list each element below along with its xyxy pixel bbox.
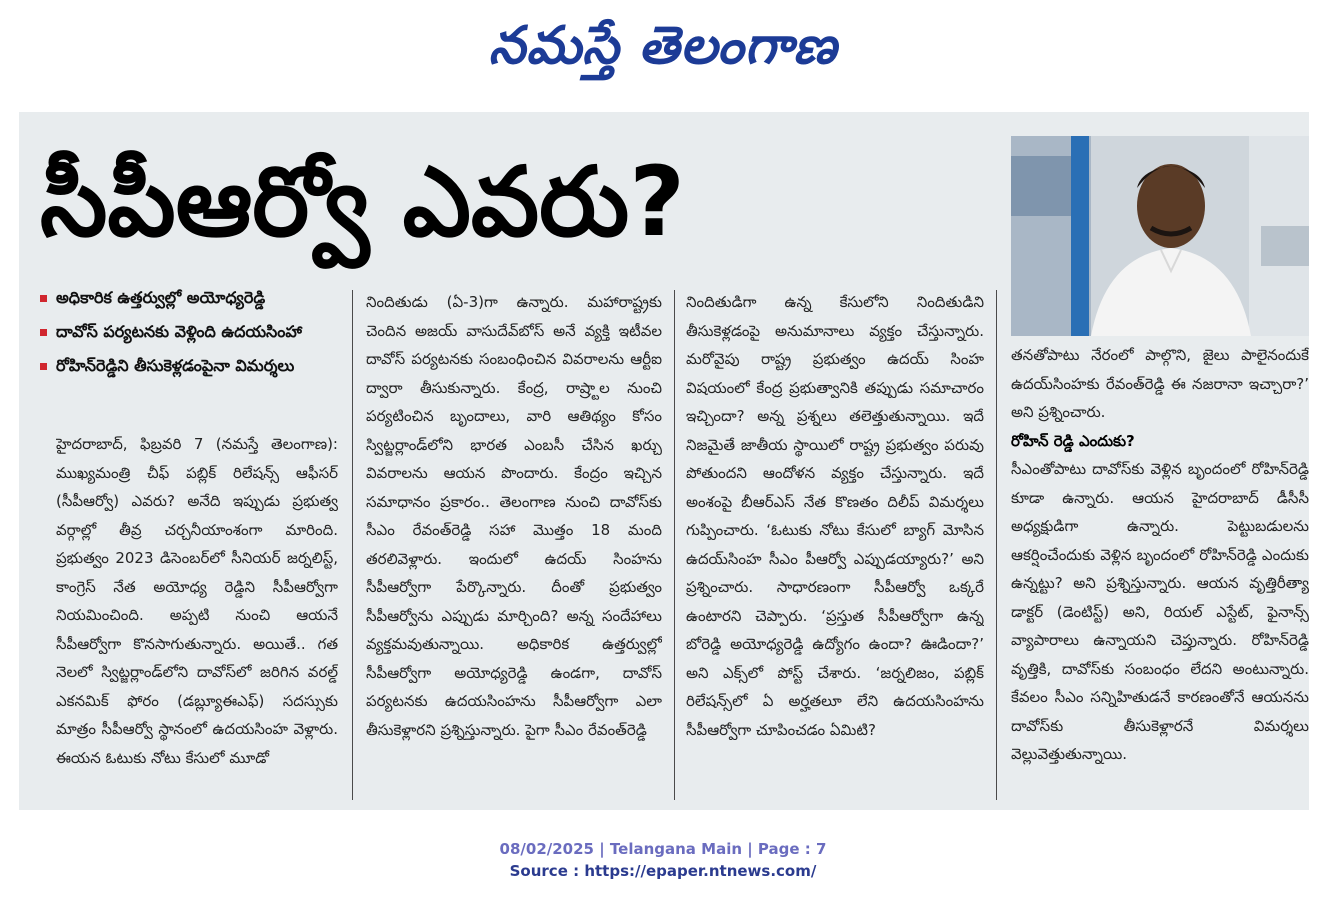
column-divider	[352, 290, 353, 800]
portrait-image	[1011, 136, 1309, 336]
column-text: నిందితుడు (ఏ-3)గా ఉన్నారు. మహారాష్ట్రకు చెందిన అజయ్ వాసుదేవ్‌బోస్ అనే వ్యక్తి ఇటీవల దావోస్ పర్యటనకు సంబంధించిన వివరాలను ఆర్టీఐ ద్వారా తీసుకున్నారు. కేంద్ర, రాష్ర్టాల నుంచి పర్యటించిన బృందాలు, వారి ఆతిథ్యం కోసం స్విట్జర్లాండ్‌లోని భారత ఎంబసీ చేసిన ఖర్చు వివరాలను ఆయన పొందారు. కేంద్రం ఇచ్చిన సమాధానం ప్రకారం.. తెలంగాణ నుంచి దావోస్‌కు సీఎం రేవంత్‌రెడ్డి సహా మొత్తం 18 మంది తరలివెళ్లారు. ఇందులో ఉదయ్ సింహను సీపీఆర్వోగా పేర్కొన్నారు. దీంతో ప్రభుత్వం సీపీఆర్వోను ఎప్పుడు మార్చింది? అన్న సందేహాలు వ్యక్తమవుతున్నాయి. అధికారిక ఉత్తర్వుల్లో సీపీఆర్వోగా అయోధ్యరెడ్డి ఉండగా, దావోస్ పర్యటనకు ఉదయసింహను సీపీఆర్వోగా ఎలా తీసుకెళ్లారని ప్రశ్నిస్తున్నారు. పైగా సీఎం రేవంత్‌రెడ్డి	[366, 293, 662, 739]
bullet-square-icon	[40, 295, 47, 302]
masthead-logo: నమస్తే తెలంగాణ	[488, 15, 838, 76]
bullet-item	[40, 317, 340, 347]
article-column-1	[56, 430, 338, 800]
subheading: రోహిన్ రెడ్డి ఎందుకు?	[1011, 431, 1135, 450]
bullet-list	[40, 283, 340, 385]
column-text: తనతోపాటు నేరంలో పాల్గొని, జైలు పాలైనందుకే ఉదయ్‌సింహకు రేవంత్‌రెడ్డి ఈ నజరానా ఇచ్చారా?’ అని ప్రశ్నించారు.	[1011, 346, 1309, 421]
article-column-3	[686, 288, 984, 800]
headline: సీపీఆర్వో ఎవరు?	[40, 146, 685, 258]
bullet-text: రోహిన్‌రెడ్డిని తీసుకెళ్లడంపైనా విమర్శలు	[56, 356, 295, 375]
bullet-text: దావోస్ పర్యటనకు వెళ్లింది ఉదయసింహా	[56, 322, 302, 341]
article-column-4	[1011, 341, 1309, 801]
bullet-text: అధికారిక ఉత్తర్వుల్లో అయోధ్యరెడ్డి	[56, 288, 266, 307]
bullet-item	[40, 351, 340, 381]
column-divider	[674, 290, 675, 800]
column-divider	[996, 290, 997, 800]
bullet-square-icon	[40, 329, 47, 336]
column-text: నిందితుడిగా ఉన్న కేసులోని నిందితుడిని తీసుకెళ్లడంపై అనుమానాలు వ్యక్తం చేస్తున్నారు. మరోవైపు రాష్ట్ర ప్రభుత్వం ఉదయ్ సింహ విషయంలో కేంద్ర ప్రభుత్వానికి తప్పుడు సమాచారం ఇచ్చిందా? అన్న ప్రశ్నలు తలెత్తుతున్నాయి. ఇదే నిజమైతే జాతీయ స్థాయిలో రాష్ట్ర ప్రభుత్వం పరువు పోతుందని ఆందోళన వ్యక్తం చేస్తున్నారు. ఇదే అంశంపై బీఆర్‌ఎస్ నేత కొణతం దిలీప్ విమర్శలు గుప్పించారు. ‘ఓటుకు నోటు కేసులో బ్యాగ్ మోసిన ఉదయ్‌సింహ సీఎం పీఆర్వో ఎప్పుడయ్యారు?’ అని ప్రశ్నించారు. సాధారణంగా సీపీఆర్వో ఒక్కరే ఉంటారని చెప్పారు. ‘ప్రస్తుత సీపీఆర్వోగా ఉన్న బోరెడ్డి అయోధ్యరెడ్డి ఉద్యోగం ఉందా? ఊడిందా?’ అని ఎక్స్‌లో పోస్ట్ చేశారు. ‘జర్నలిజం, పబ్లిక్ రిలేషన్స్‌లో ఏ అర్హతలూ లేని ఉదయసింహను సీపీఆర్వోగా చూపించడం ఏమిటి?	[686, 293, 984, 739]
column-text: సీఎంతోపాటు దావోస్‌కు వెళ్లిన బృందంలో రోహిన్‌రెడ్డి కూడా ఉన్నారు. ఆయన హైదరాబాద్ డీసీసీ అధ్యక్షుడిగా ఉన్నారు. పెట్టుబడులను ఆకర్షించేందుకు వెళ్లిన బృందంలో రోహిన్‌రెడ్డి ఎందుకు ఉన్నట్టు? అని ప్రశ్నిస్తున్నారు. ఆయన వృత్తిరీత్యా డాక్టర్ (డెంటిస్ట్) అని, రియల్ ఎస్టేట్, ఫైనాన్స్ వ్యాపారాలు ఉన్నాయని చెప్తున్నారు. రోహిన్‌రెడ్డి వృత్తికి, దావోస్‌కు సంబంధం లేదని అంటున్నారు. కేవలం సీఎం సన్నిహితుడనే కారణంతోనే ఆయనను దావోస్‌కు తీసుకెళ్లారనే విమర్శలు వెల్లువెత్తుతున్నాయి.	[1011, 460, 1309, 763]
article-photo	[1011, 136, 1309, 336]
edition-info: 08/02/2025 | Telangana Main | Page : 7	[499, 840, 827, 858]
page-footer	[0, 838, 1326, 882]
bullet-item	[40, 283, 340, 313]
bullet-square-icon	[40, 363, 47, 370]
source-link[interactable]: Source : https://epaper.ntnews.com/	[509, 862, 817, 880]
article-column-2	[366, 288, 662, 800]
column-text: హైదరాబాద్, ఫిబ్రవరి 7 (నమస్తే తెలంగాణ): ముఖ్యమంత్రి చీఫ్ పబ్లిక్ రిలేషన్స్ ఆఫీసర్ (సీపీఆర్వో) ఎవరు? అనేది ఇప్పుడు ప్రభుత్వ వర్గాల్లో తీవ్ర చర్చనీయాంశంగా మారింది. ప్రభుత్వం 2023 డిసెంబర్‌లో సీనియర్ జర్నలిస్ట్, కాంగ్రెస్ నేత అయోధ్య రెడ్డిని సీపీఆర్వోగా నియమించింది. అప్పటి నుంచి ఆయనే సీపీఆర్వోగా కొనసాగుతున్నారు. అయితే.. గత నెలలో స్విట్జర్లాండ్‌లోని దావోస్‌లో జరిగిన వరల్డ్ ఎకనమిక్ ఫోరం (డబ్ల్యూఈఎఫ్) సదస్సుకు మాత్రం సీపీఆర్వో స్థానంలో ఉదయసింహ వెళ్లారు. ఈయన ఓటుకు నోటు కేసులో మూడో	[56, 435, 338, 767]
